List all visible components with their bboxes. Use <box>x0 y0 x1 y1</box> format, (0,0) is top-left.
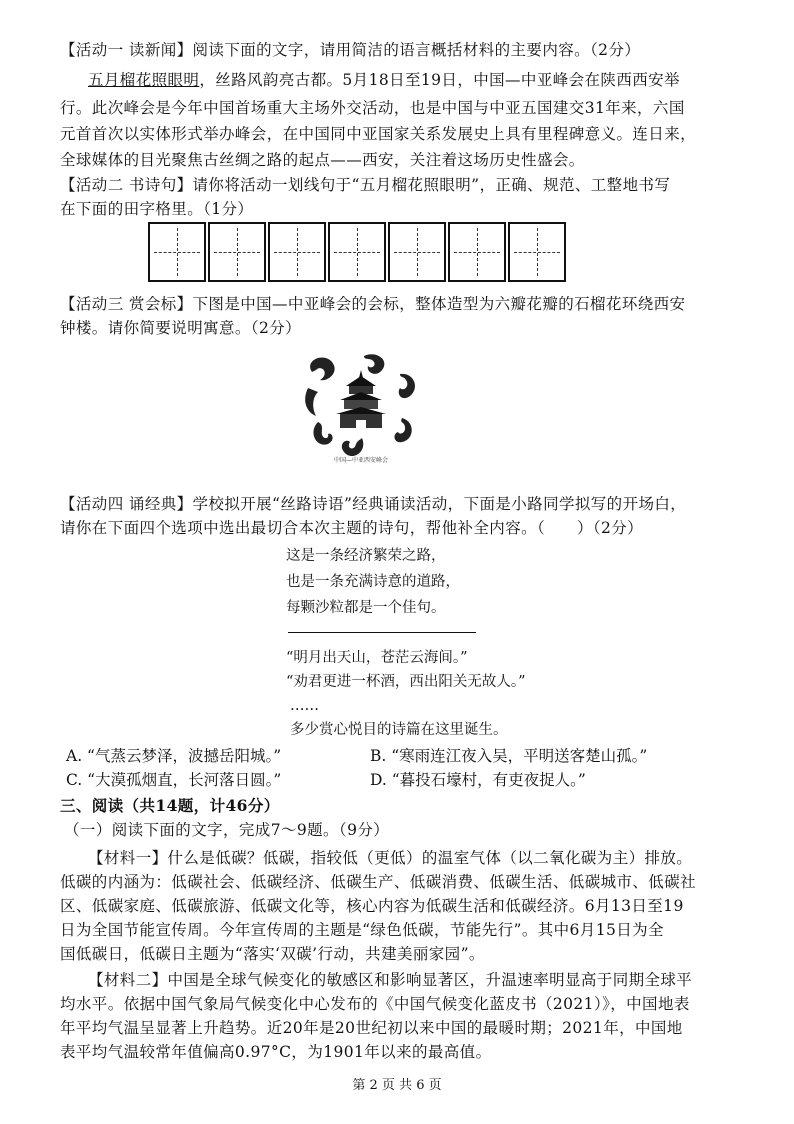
poem-line: 每颗沙粒都是一个佳句。 <box>286 600 446 616</box>
grid-cell[interactable] <box>448 222 506 282</box>
activity2-line-2: 在下面的田字格里。（1分） <box>60 200 254 218</box>
activity4-line-2: 请你在下面四个选项中选出最切合本次主题的诗句，帮他补全内容。（ ）（2分） <box>60 519 644 537</box>
material1-line: 区、低碳家庭、低碳旅游、低碳文化等，核心内容为低碳生活和低碳经济。6月13日至19 <box>60 897 684 915</box>
writing-grid <box>148 222 588 286</box>
activity3-line-2: 钟楼。请你简要说明寓意。（2分） <box>60 319 302 337</box>
material2-line: 表平均气温较常年值偏高0.97°C，为1901年以来的最高值。 <box>60 1043 492 1061</box>
activity2-line-1: 【活动二 书诗句】请你将活动一划线句于“五月榴花照眼明”，正确、规范、工整地书写 <box>60 176 671 194</box>
material1-line: 【材料一】什么是低碳？低碳，指较低（更低）的温室气体（以二氧化碳为主）排放。 <box>88 849 693 867</box>
section-title: 三、阅读（共14题，计46分） <box>60 796 280 815</box>
material1-line: 日为全国节能宣传周。今年宣传周的主题是“绿色低碳，节能先行”。其中6月15日为全 <box>60 921 664 939</box>
fill-in-blank[interactable] <box>288 632 476 633</box>
summit-logo <box>302 352 420 464</box>
poem-line: 也是一条充满诗意的道路， <box>286 574 460 590</box>
grid-cell[interactable] <box>328 222 386 282</box>
grid-cell[interactable] <box>268 222 326 282</box>
material1-line: 低碳的内涵为：低碳社会、低碳经济、低碳生产、低碳消费、低碳生活、低碳城市、低碳社 <box>60 873 697 891</box>
activity1-line-3: 元首首次以实体形式举办峰会，在中国同中亚国家关系发展史上具有里程碑意义。连日来， <box>60 125 697 143</box>
section-subtitle: （一）阅读下面的文字，完成7～9题。（9分） <box>64 821 390 839</box>
page-number: 第 2 页 共 6 页 <box>352 1078 442 1093</box>
grid-cell[interactable] <box>208 222 266 282</box>
underlined-sentence: 五月榴花照眼明 <box>88 71 200 89</box>
poem-line: “劝君更进一杯酒，西出阳关无故人。” <box>286 674 526 690</box>
logo-caption: 中国—中亚西安峰会 <box>333 457 389 464</box>
material2-line: 【材料二】中国是全球气候变化的敏感区和影响显著区，升温速率明显高于同期全球平 <box>88 971 693 989</box>
activity1-line-2: 行。此次峰会是今年中国首场重大主场外交活动，也是中国与中亚五国建交31年来，六国 <box>60 99 685 117</box>
poem-ellipsis: …… <box>290 698 319 714</box>
activity4-line-1: 【活动四 诵经典】学校拟开展“丝路诗语”经典诵读活动，下面是小路同学拟写的开场白， <box>60 495 687 513</box>
activity1-heading: 【活动一 读新闻】阅读下面的文字，请用简洁的语言概括材料的主要内容。（2分） <box>60 41 641 59</box>
grid-cell[interactable] <box>148 222 206 282</box>
grid-cell[interactable] <box>508 222 566 282</box>
activity1-line-1-rest: ，丝路风韵亮古都。5月18日至19日，中国—中亚峰会在陕西西安举 <box>199 71 680 89</box>
option-b[interactable]: B. “寒雨连江夜入吴，平明送客楚山孤。” <box>370 747 648 765</box>
grid-cell[interactable] <box>388 222 446 282</box>
activity1-line-4: 全球媒体的目光聚焦古丝绸之路的起点——西安，关注着这场历史性盛会。 <box>60 151 585 169</box>
activity1-line-1 <box>88 70 680 90</box>
material1-line: 国低碳日，低碳日主题为“落实‘双碳’行动，共建美丽家园”。 <box>60 945 485 963</box>
option-a[interactable]: A. “气蒸云梦泽，波撼岳阳城。” <box>66 747 282 765</box>
activity3-line-1: 【活动三 赏会标】下图是中国—中亚峰会的会标，整体造型为六瓣花瓣的石榴花环绕西安 <box>60 295 686 313</box>
poem-line: 多少赏心悦目的诗篇在这里诞生。 <box>290 722 508 738</box>
bell-tower-icon <box>336 370 386 428</box>
poem-line: “明月出天山，苍茫云海间。” <box>286 650 468 666</box>
option-c[interactable]: C. “大漠孤烟直，长河落日圆。” <box>66 771 282 789</box>
material2-line: 均水平。依据中国气象局气候变化中心发布的《中国气候变化蓝皮书（2021）》，中国地表 <box>60 995 690 1013</box>
material2-line: 年平均气温呈显著上升趋势。近20年是20世纪初以来中国的最暖时期；2021年，中国地 <box>60 1019 683 1037</box>
option-d[interactable]: D. “暮投石壕村，有吏夜捉人。” <box>370 771 586 789</box>
poem-line: 这是一条经济繁荣之路， <box>286 548 446 564</box>
